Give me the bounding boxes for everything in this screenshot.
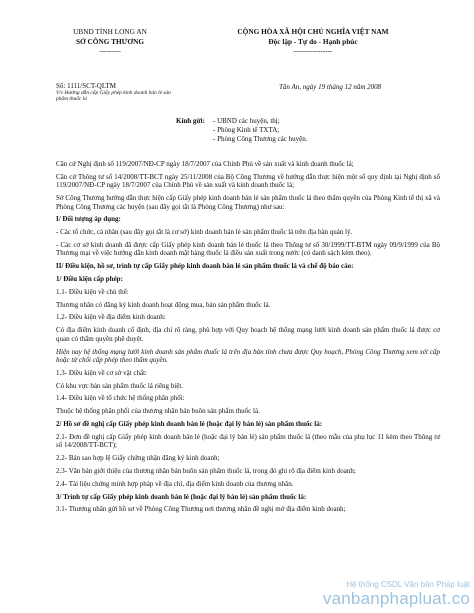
section-heading: I/ Đối tượng áp dụng: [56, 215, 121, 224]
body-paragraph: Thuộc hệ thống phân phối của thương nhân bán buôn sản phẩm thuốc lá. [56, 407, 260, 416]
section-heading: II/ Điều kiện, hồ sơ, trình tự cấp Giấy phép kinh doanh bán lẻ sản phẩm thuốc lá và chế độ báo cáo: [56, 262, 354, 271]
body-paragraph: 2.1- Đơn đề nghị cấp Giấy phép kinh doanh bán lẻ (hoặc đại lý bán lẻ) sản phẩm thuốc lá (theo mẫu của phụ lục 11 kèm theo Thông tư số 14/2008/TT-BCT); [56, 432, 440, 450]
document-date: Tân An, ngày 19 tháng 12 năm 2008 [279, 83, 382, 91]
body-paragraph: Có khu vực bán sản phẩm thuốc lá riêng biệt. [56, 381, 184, 390]
subsection-heading: 3/ Trình tự cấp Giấy phép kinh doanh bán lẻ (hoặc đại lý bán lẻ) sản phẩm thuốc lá: [56, 492, 307, 501]
note-paragraph: Hiện nay hệ thống mạng lưới kinh doanh sản phẩm thuốc lá trên địa bàn tỉnh chưa được Quy hoạch, Phòng Công Thương xem xét cấp hoặc từ chối cấp phép theo thẩm quyền. [56, 347, 440, 365]
document-body [56, 160, 440, 518]
clause-heading: 1.4- Điều kiện về tổ chức hệ thống phân phối: [56, 394, 185, 403]
watermark [323, 580, 470, 609]
intro-paragraph: Sở Công Thương hướng dẫn thực hiện cấp Giấy phép kinh doanh bán lẻ sản phẩm thuốc lá theo thẩm quyền của Phòng Kinh tế thị xã và Phòng Công Thương các huyện (sau đây gọi tắt là Phòng Công Thương) như sau: [56, 194, 440, 211]
national-motto: Độc lập - Tự do - Hạnh phúc [268, 36, 358, 46]
document-subject: V/v Hướng dẫn cấp Giấy phép kinh doanh bán lẻ sản phẩm thuốc lá [56, 90, 171, 103]
recipients-label: Kính gửi: [176, 117, 205, 125]
recipient-item: - Phòng Công Thương các huyện. [213, 135, 308, 144]
clause-heading: 1.3- Điều kiện về cơ sở vật chất: [56, 368, 147, 377]
body-paragraph: 2.2- Bản sao hợp lệ Giấy chứng nhận đăng ký kinh doanh; [56, 454, 220, 463]
issuer-divider: --------- [99, 46, 121, 55]
recipients-list [213, 117, 307, 145]
issuer-header [40, 27, 180, 56]
national-header [178, 27, 448, 56]
body-paragraph: Thương nhân có đăng ký kinh doanh hoạt động mua, bán sản phẩm thuốc lá. [56, 300, 271, 309]
watermark-caption: Hệ thống CSDL Văn bản Pháp luật [346, 580, 470, 589]
issuer-department: SỞ CÔNG THƯƠNG [75, 36, 145, 46]
clause-heading: 1.2- Điều kiện về địa điểm kinh doanh: [56, 313, 166, 322]
national-divider: ---------------- [293, 46, 333, 55]
issuer-province: UBND TỈNH LONG AN [73, 27, 147, 36]
watermark-site: vanbanphapluat.co [322, 589, 470, 608]
subsection-heading: 2/ Hồ sơ đề nghị cấp Giấy phép kinh doanh bán lẻ (hoặc đại lý bán lẻ) sản phẩm thuốc lá: [56, 420, 323, 429]
body-paragraph: - Các cơ sở kinh doanh đã được cấp Giấy phép kinh doanh bán lẻ thuốc lá theo Thông tư số 30/1999/TT-BTM ngày 09/9/1999 của Bộ Thương mại về việc hướng dẫn kinh doanh mặt hàng thuốc lá điều sản xuất trong nước (có danh sách kèm theo). [56, 240, 440, 258]
clause-heading: 1.1- Điều kiện về chủ thể: [56, 287, 129, 296]
national-title: CỘNG HÒA XÃ HỘI CHỦ NGHĨA VIỆT NAM [237, 27, 389, 36]
recipient-item: - Phòng Kinh tế TXTA; [213, 126, 280, 135]
document-number: Số: 1111/SCT-QLTM [56, 82, 116, 90]
body-paragraph: 2.3- Văn bản giới thiệu của thương nhân bán buôn sản phẩm thuốc lá, trong đó ghi rõ địa điểm kinh doanh; [56, 466, 356, 475]
body-paragraph: 2.4- Tài liệu chứng minh hợp pháp về địa chỉ, địa điểm kinh doanh của thương nhân. [56, 479, 294, 488]
legal-basis-paragraph: Căn cứ Nghị định số 119/2007/NĐ-CP ngày 18/7/2007 của Chính Phủ về sản xuất và kinh doanh thuốc lá; [56, 160, 354, 168]
legal-basis-paragraph: Căn cứ Thông tư số 14/2008/TT-BCT ngày 25/11/2008 của Bộ Công Thương về hướng dẫn thực hiện một số quy định tại Nghị định số 119/2007/NĐ-CP ngày 18/7/2007 của Chính Phủ về sản xuất và kinh doanh thuốc lá; [56, 172, 440, 190]
body-paragraph: Có địa điểm kinh doanh cố định, địa chỉ rõ ràng, phù hợp với Quy hoạch hệ thống mạng lưới kinh doanh sản phẩm thuốc lá được cơ quan có thẩm quyền phê duyệt. [56, 326, 440, 343]
body-paragraph: 3.1- Thương nhân gửi hồ sơ về Phòng Công Thương nơi thương nhân đề nghị mở địa điểm kinh doanh; [56, 505, 346, 514]
subsection-heading: 1/ Điều kiện cấp phép: [56, 275, 123, 284]
body-paragraph: - Các tổ chức, cá nhân (sau đây gọi tắt là cơ sở) kinh doanh bán lẻ sản phẩm thuốc lá trên địa bàn quản lý. [56, 228, 353, 237]
recipient-item: - UBND các huyện, thị; [213, 117, 280, 125]
